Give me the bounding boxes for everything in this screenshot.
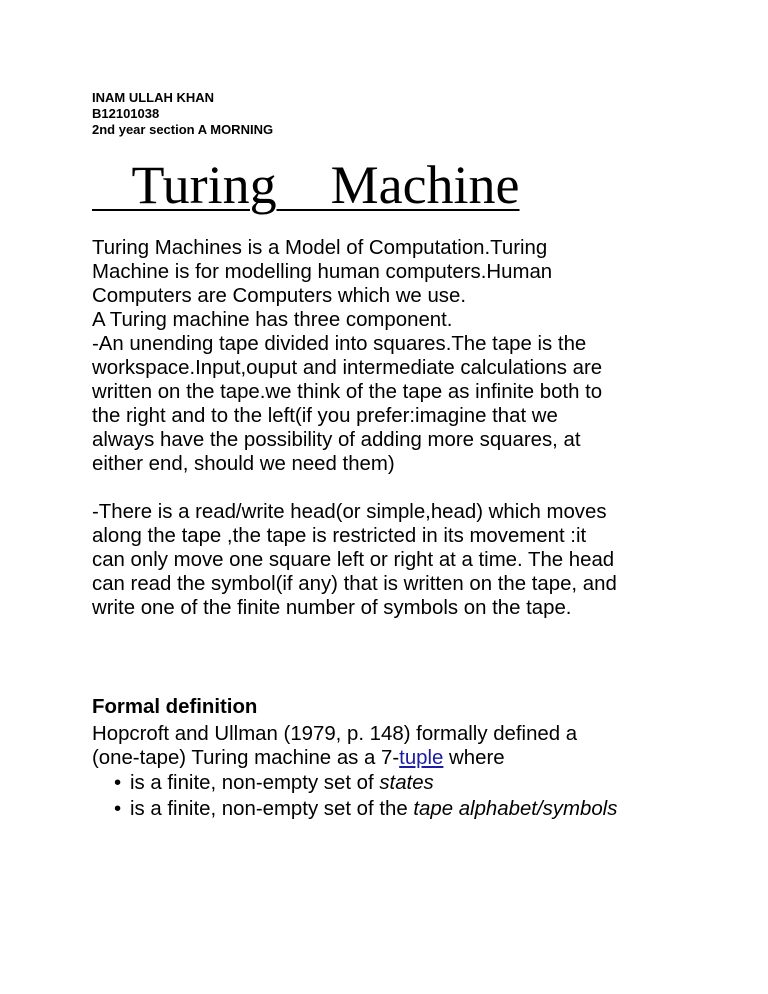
text-line: can only move one square left or right at a time. The head [92,549,615,571]
text-line: A Turing machine has three component. [92,309,453,331]
formal-definition-section [92,692,692,822]
text-line: -An unending tape divided into squares.The tape is the [92,333,587,355]
section-heading: Formal definition [92,696,258,718]
text-line: write one of the finite number of symbols on the tape. [92,597,572,619]
text-fragment: where [443,747,505,769]
text-line: along the tape ,the tape is restricted in its movement :it [92,525,587,547]
bullet-icon: • [114,798,122,820]
list-item-text: is a finite, non-empty set of the [130,798,414,820]
text-line: Machine is for modelling human computers.Human [92,261,553,283]
list-item [92,770,692,796]
text-line: the right and to the left(if you prefer:imagine that we [92,405,558,427]
tuple-link[interactable]: tuple [399,747,444,769]
document-body [92,236,692,822]
text-line: can read the symbol(if any) that is written on the tape, and [92,573,617,595]
text-line [92,746,692,770]
text-line: workspace.Input,ouput and intermediate calculations are [92,357,603,379]
head-paragraph [92,500,692,620]
text-line: Hopcroft and Ullman (1979, p. 148) formally defined a [92,723,578,745]
intro-paragraph [92,236,692,476]
list-item-text: is a finite, non-empty set of [130,772,380,794]
list-item-emphasis: tape alphabet/symbols [413,798,618,820]
text-fragment: (one-tape) Turing machine as a 7- [92,747,400,769]
list-item [92,796,692,822]
bullet-icon: • [114,772,122,794]
text-line: -There is a read/write head(or simple,head) which moves [92,501,607,523]
section-spacer [92,620,692,692]
page-title: Turing Machine [92,155,520,215]
class-section: 2nd year section A MORNING [92,122,274,137]
student-id: B12101038 [92,106,160,121]
author-header [92,90,273,138]
text-line: always have the possibility of adding more squares, at [92,429,581,451]
text-line: Computers are Computers which we use. [92,285,466,307]
text-line: written on the tape.we think of the tape as infinite both to [92,381,603,403]
list-item-emphasis: states [379,772,434,794]
text-line: Turing Machines is a Model of Computation.Turing [92,237,548,259]
text-line: either end, should we need them) [92,453,395,475]
author-name: INAM ULLAH KHAN [92,90,215,105]
paragraph-spacer [92,476,692,500]
